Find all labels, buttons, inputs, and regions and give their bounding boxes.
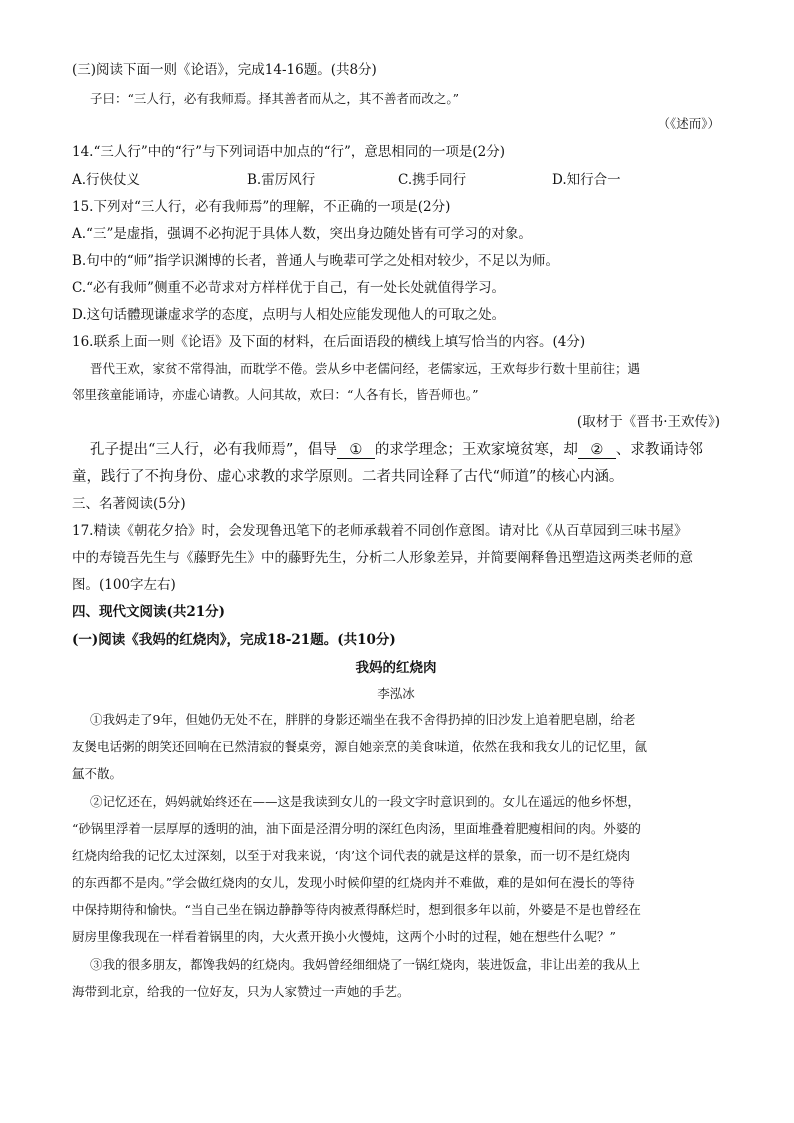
article-author: 李泓冰	[377, 686, 415, 701]
wanghuan-material-source: (取材于《晋书·王欢传》)	[576, 414, 720, 430]
question-14-option-d: D.知行合一	[552, 172, 621, 188]
question-14-option-a: A.行侠仗义	[72, 172, 141, 188]
question-15-option-c: C.“必有我师”侧重不必苛求对方样样优于自己，有一处长处就值得学习。	[72, 280, 505, 296]
article-paragraph-1-line-3: 氲不散。	[72, 766, 123, 781]
article-paragraph-1-line-2: 友煲电话粥的朗笑还回响在已然清寂的餐桌旁，源自她亲烹的美食味道，依然在我和我女儿的记忆里，氤	[72, 739, 648, 754]
question-16-paragraph-line-2: 童，践行了不拘身份、虚心求教的求学原则。二者共同诠释了古代“师道”的核心内涵。	[72, 469, 624, 485]
question-16-stem: 16.联系上面一则《论语》及下面的材料，在后面语段的横线上填写恰当的内容。(4分)	[72, 334, 586, 350]
article-paragraph-2-line-1: ②记忆还在，妈妈就始终还在——这是我读到女儿的一段文字时意识到的。女儿在遥远的他乡怀想，	[90, 794, 641, 809]
question-14-stem: 14.“三人行”中的“行”与下列词语中加点的“行”，意思相同的一项是(2分)	[72, 144, 506, 160]
section-heading-modern-reading: 四、现代文阅读(共21分)	[72, 604, 226, 620]
lunyu-quote: 子曰：“三人行，必有我师焉。择其善者而从之，其不善者而改之。”	[90, 91, 460, 106]
article-paragraph-2-line-6: 厨房里像我现在一样看着锅里的肉，大火煮开换小火慢炖，这两个小时的过程，她在想些什么呢？”	[72, 929, 616, 944]
article-paragraph-2-line-5: 中保持期待和愉快。“当自己坐在锅边静静等待肉被煮得酥烂时，想到很多年以前，外婆是不是也曾经在	[72, 902, 641, 917]
article-paragraph-2-line-3: 红烧肉给我的记忆太过深刻，以至于对我来说，‘肉’这个词代表的就是这样的景象，而一切不是红烧肉	[72, 848, 630, 863]
wanghuan-material-line-2: 邻里孩童能诵诗，亦虚心请教。人问其故，欢曰：“人各有长，皆吾师也。”	[72, 387, 479, 402]
question-14-option-b: B.雷厉风行	[247, 172, 316, 188]
question-17-line-3: 图。(100字左右)	[72, 577, 176, 593]
article-title: 我妈的红烧肉	[355, 660, 437, 676]
question-14-option-c: C.携手同行	[398, 172, 467, 188]
article-paragraph-2-line-4: 的东西都不是肉。”学会做红烧肉的女儿，发现小时候仰望的红烧肉并不难做，难的是如何在漫长的等待	[72, 875, 635, 890]
article-paragraph-1-line-1: ①我妈走了9年，但她仍无处不在，胖胖的身影还端坐在我不舍得扔掉的旧沙发上追着肥皂剧，给老	[90, 712, 636, 727]
lunyu-source: （《述而》）	[657, 116, 720, 131]
subsection-heading-hongshaorou: (一)阅读《我妈的红烧肉》，完成18-21题。(共10分)	[72, 632, 396, 648]
article-paragraph-2-line-2: “砂锅里浮着一层厚厚的透明的油，油下面是泾渭分明的深红色肉汤，里面堆叠着肥瘦相间的肉。外婆的	[72, 821, 641, 836]
question-15-option-a: A.“三”是虚指，强调不必拘泥于具体人数，突出身边随处皆有可学习的对象。	[72, 226, 532, 242]
article-paragraph-3-line-1: ③我的很多朋友，都馋我妈的红烧肉。我妈曾经细细烧了一锅红烧肉，装进饭盒，非让出差的我从上	[90, 957, 641, 972]
question-17-line-1: 17.精读《朝花夕拾》时，会发现鲁迅笔下的老师承载着不同创作意图。请对比《从百草园到三味书屋》	[72, 523, 688, 539]
wanghuan-material-line-1: 晋代王欢，家贫不常得油，而耽学不倦。尝从乡中老儒问经，老儒家远，王欢每步行数十里前往；遇	[90, 361, 641, 376]
answer-blank-2[interactable]: ②	[578, 443, 616, 459]
article-paragraph-3-line-2: 海带到北京，给我的一位好友，只为人家赞过一声她的手艺。	[72, 984, 410, 999]
question-15-option-d: D.这句话體现谦虚求学的态度，点明与人相处应能发现他人的可取之处。	[72, 307, 506, 323]
section-heading-classics: 三、名著阅读(5分)	[72, 496, 186, 512]
answer-blank-1[interactable]: ①	[337, 443, 375, 459]
question-16-paragraph-line-1: 孔子提出“三人行，必有我师焉”，倡导 ① 的求学理念；王欢家境贫寒，却 ② 、求教诵诗邻	[90, 442, 703, 458]
question-15-stem: 15.下列对“三人行，必有我师焉”的理解，不正确的一项是(2分)	[72, 199, 451, 215]
question-17-line-2: 中的寿镜吾先生与《藤野先生》中的藤野先生，分析二人形象差异，并简要阐释鲁迅塑造这两类老师的意	[72, 550, 693, 566]
section-heading-reading-lunyu: (三)阅读下面一则《论语》，完成14-16题。(共8分)	[72, 62, 377, 78]
question-15-option-b: B.句中的“师”指学识渊博的长者，普通人与晚辈可学之处相对较少，不足以为师。	[72, 253, 560, 269]
